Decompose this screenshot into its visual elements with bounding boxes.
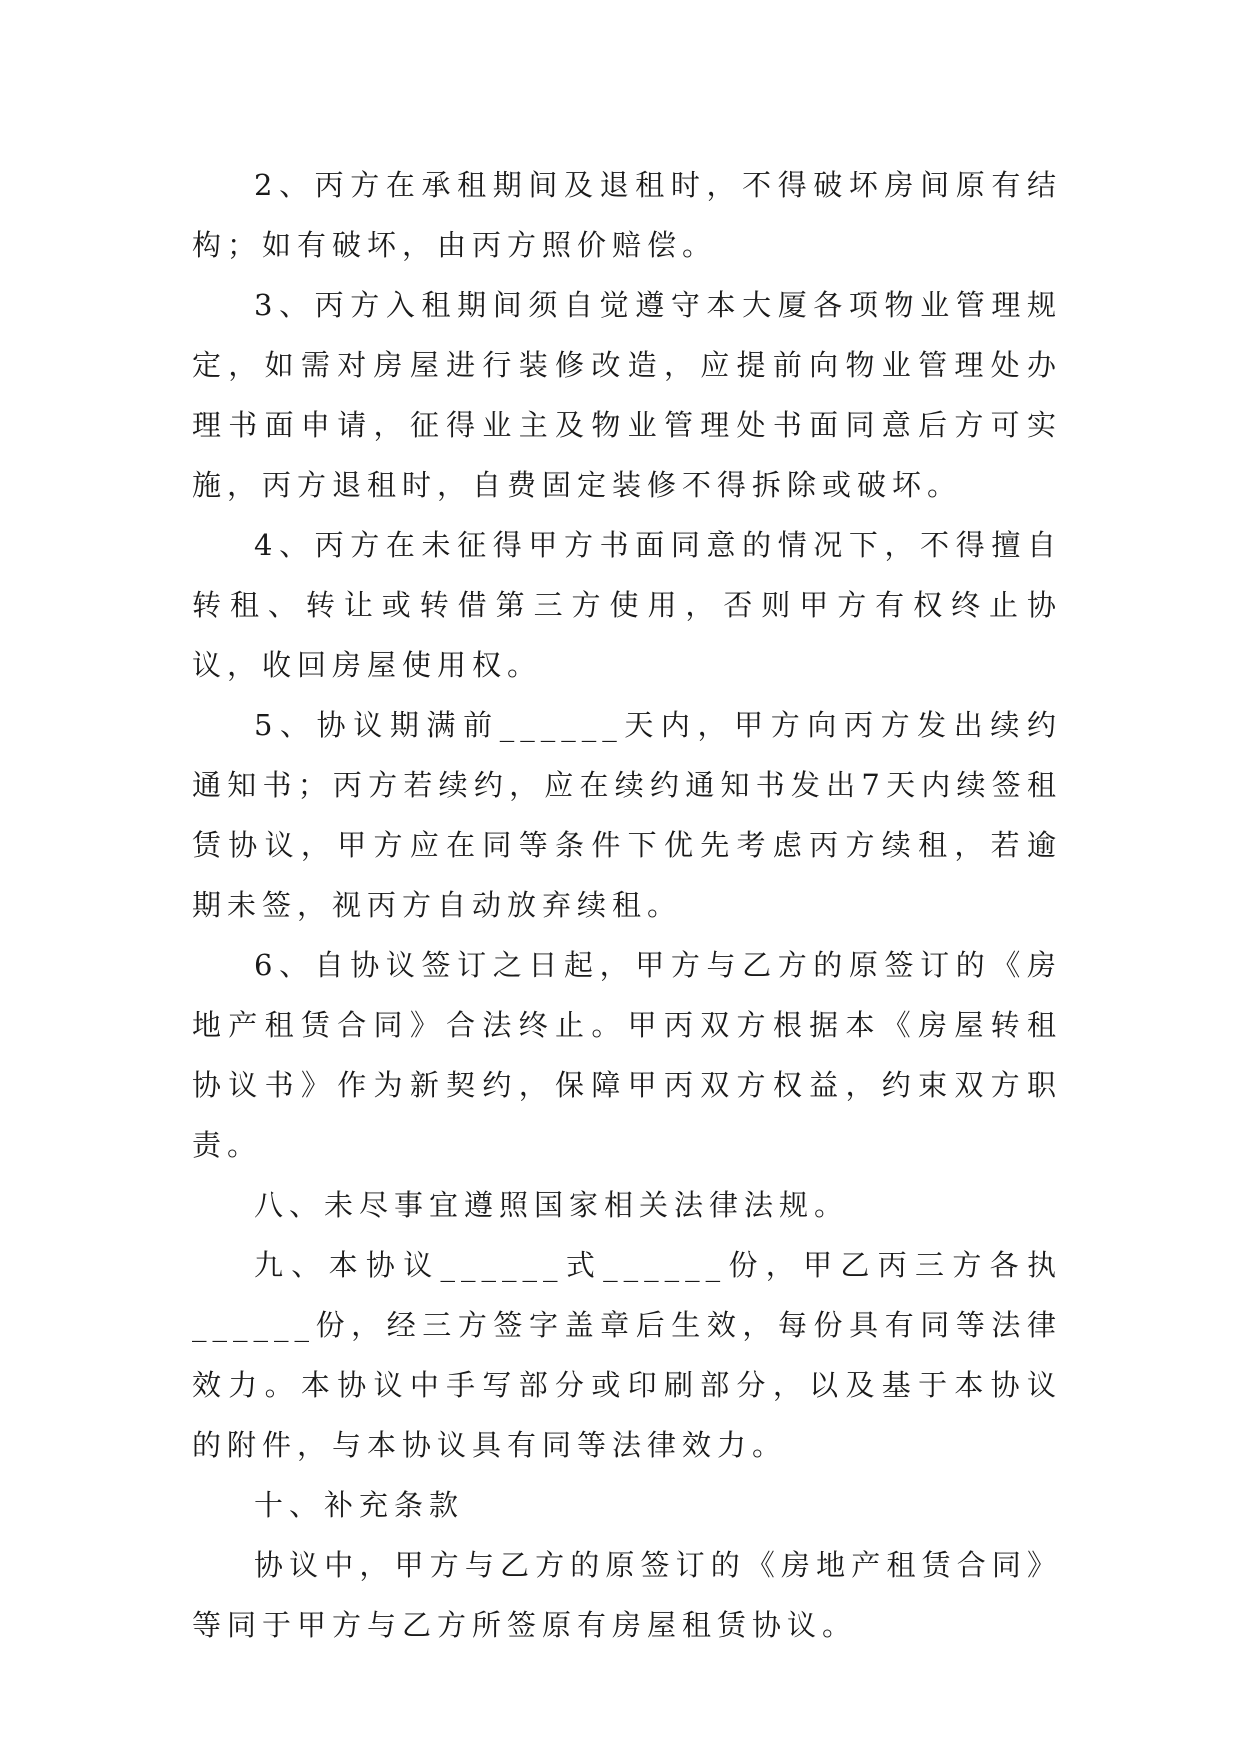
document-body bbox=[192, 155, 1062, 1655]
article-8-paragraph: 八、未尽事宜遵照国家相关法律法规。 bbox=[254, 1188, 850, 1222]
article-9-paragraph: 九、本协议______式______份，甲乙丙三方各执______份，经三方签字盖章后生效，每份具有同等法律效力。本协议中手写部分或印刷部分，以及基于本协议的附件，与本协议具有同等法律效力。 bbox=[192, 1248, 1062, 1462]
clause-3-paragraph: 3、丙方入租期间须自觉遵守本大厦各项物业管理规定，如需对房屋进行装修改造，应提前向物业管理处办理书面申请，征得业主及物业管理处书面同意后方可实施，丙方退租时，自费固定装修不得拆除或破坏。 bbox=[192, 288, 1062, 502]
article-10-heading: 十、补充条款 bbox=[254, 1488, 465, 1522]
clause-2-paragraph: 2、丙方在承租期间及退租时，不得破坏房间原有结构；如有破坏，由丙方照价赔偿。 bbox=[192, 168, 1062, 262]
clause-4-paragraph: 4、丙方在未征得甲方书面同意的情况下，不得擅自转租、转让或转借第三方使用，否则甲方有权终止协议，收回房屋使用权。 bbox=[192, 528, 1062, 682]
clause-6-paragraph: 6、自协议签订之日起，甲方与乙方的原签订的《房地产租赁合同》合法终止。甲丙双方根据本《房屋转租协议书》作为新契约，保障甲丙双方权益，约束双方职责。 bbox=[192, 948, 1062, 1162]
supplementary-clause-paragraph: 协议中，甲方与乙方的原签订的《房地产租赁合同》等同于甲方与乙方所签原有房屋租赁协议。 bbox=[192, 1548, 1062, 1642]
clause-5-paragraph: 5、协议期满前______天内，甲方向丙方发出续约通知书；丙方若续约，应在续约通知书发出7天内续签租赁协议，甲方应在同等条件下优先考虑丙方续租，若逾期未签，视丙方自动放弃续租。 bbox=[192, 708, 1062, 922]
